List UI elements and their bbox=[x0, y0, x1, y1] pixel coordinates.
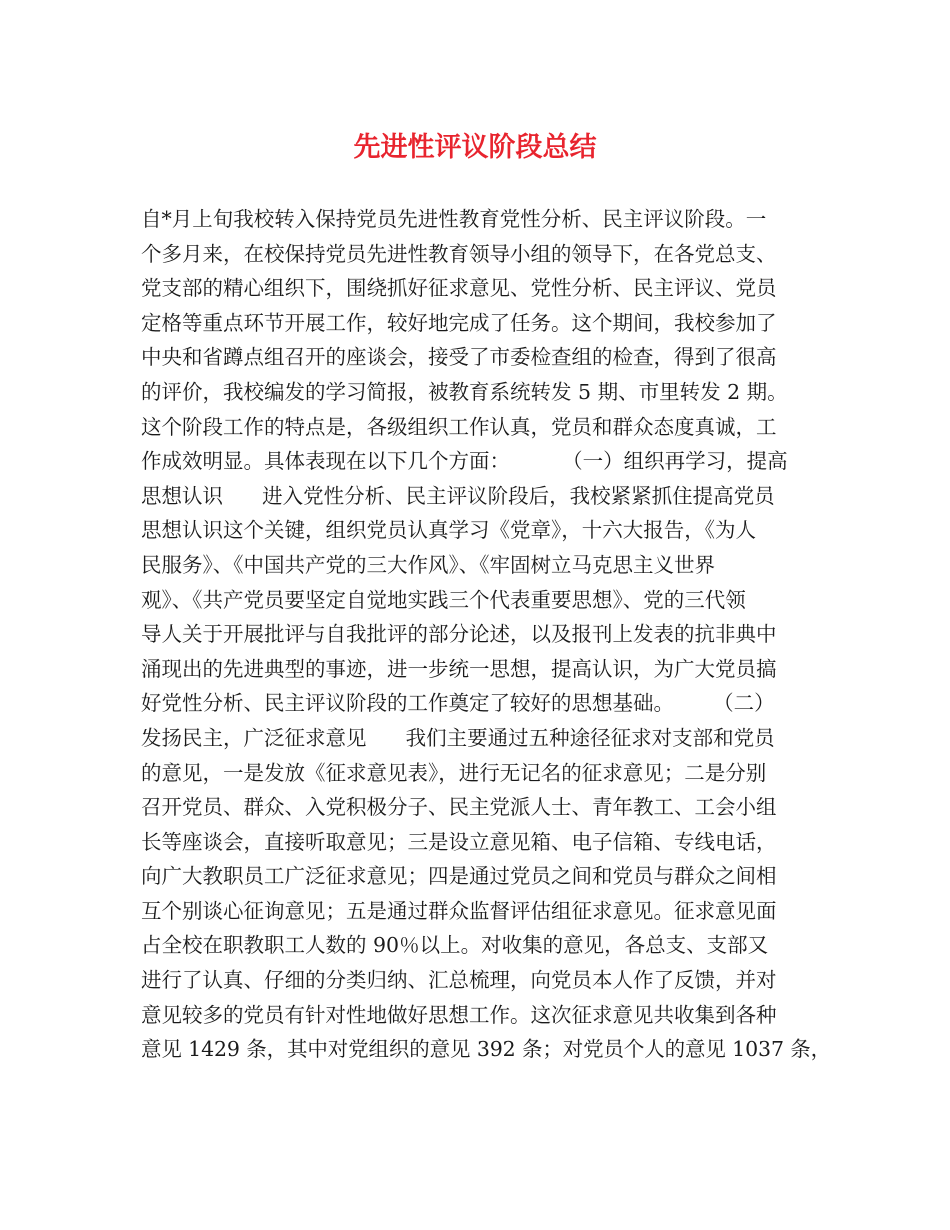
document-body bbox=[141, 202, 831, 1067]
body-line: 定格等重点环节开展工作，较好地完成了任务。这个期间，我校参加了 bbox=[141, 310, 777, 335]
body-line: 涌现出的先进典型的事迹，进一步统一思想，提高认识，为广大党员搞 bbox=[141, 656, 777, 681]
body-line: 发扬民主，广泛征求意见 我们主要通过五种途径征求对支部和党员 bbox=[141, 725, 775, 750]
body-line: 长等座谈会，直接听取意见；三是设立意见箱、电子信箱、专线电话， bbox=[141, 829, 777, 854]
body-line: 个多月来，在校保持党员先进性教育领导小组的领导下，在各党总支、 bbox=[141, 241, 777, 266]
body-line: 意见 1429 条，其中对党组织的意见 392 条；对党员个人的意见 1037 条， bbox=[141, 1037, 831, 1062]
body-line: 向广大教职员工广泛征求意见；四是通过党员之间和党员与群众之间相 bbox=[141, 864, 777, 889]
body-line: 导人关于开展批评与自我批评的部分论述，以及报刊上发表的抗非典中 bbox=[141, 622, 777, 647]
body-line: 思想认识 进入党性分析、民主评议阶段后，我校紧紧抓住提高党员 bbox=[141, 483, 775, 508]
body-line: 这个阶段工作的特点是，各级组织工作认真，党员和群众态度真诚，工 bbox=[141, 414, 777, 439]
body-line: 互个别谈心征询意见；五是通过群众监督评估组征求意见。征求意见面 bbox=[141, 898, 777, 923]
body-line: 的意见，一是发放《征求意见表》，进行无记名的征求意见；二是分别 bbox=[141, 760, 767, 785]
document-title: 先进性评议阶段总结 bbox=[353, 132, 597, 163]
body-line: 思想认识这个关键，组织党员认真学习《党章》，十六大报告，《为人 bbox=[141, 518, 756, 543]
body-line: 中央和省蹲点组召开的座谈会，接受了市委检查组的检查，得到了很高 bbox=[141, 345, 777, 370]
body-line: 意见较多的党员有针对性地做好思想工作。这次征求意见共收集到各种 bbox=[141, 1002, 777, 1027]
body-line: 观》、《共产党员要坚定自觉地实践三个代表重要思想》、党的三代领 bbox=[141, 587, 746, 612]
body-line: 的评价，我校编发的学习简报，被教育系统转发 5 期、市里转发 2 期。 bbox=[141, 379, 788, 404]
body-line: 好党性分析、民主评议阶段的工作奠定了较好的思想基础。 （二） bbox=[141, 691, 775, 716]
body-line: 进行了认真、仔细的分类归纳、汇总梳理，向党员本人作了反馈，并对 bbox=[141, 968, 777, 993]
body-line: 作成效明显。具体表现在以下几个方面： （一）组织再学习，提高 bbox=[141, 449, 788, 474]
body-line: 自*月上旬我校转入保持党员先进性教育党性分析、民主评议阶段。一 bbox=[141, 207, 767, 231]
body-line: 占全校在职教职工人数的 90％以上。对收集的意见，各总支、支部又 bbox=[141, 933, 769, 958]
body-line: 党支部的精心组织下，围绕抓好征求意见、党性分析、民主评议、党员 bbox=[141, 276, 777, 301]
body-line: 民服务》、《中国共产党的三大作风》、《牢固树立马克思主义世界 bbox=[141, 552, 715, 577]
body-line: 召开党员、群众、入党积极分子、民主党派人士、青年教工、工会小组 bbox=[141, 795, 777, 820]
